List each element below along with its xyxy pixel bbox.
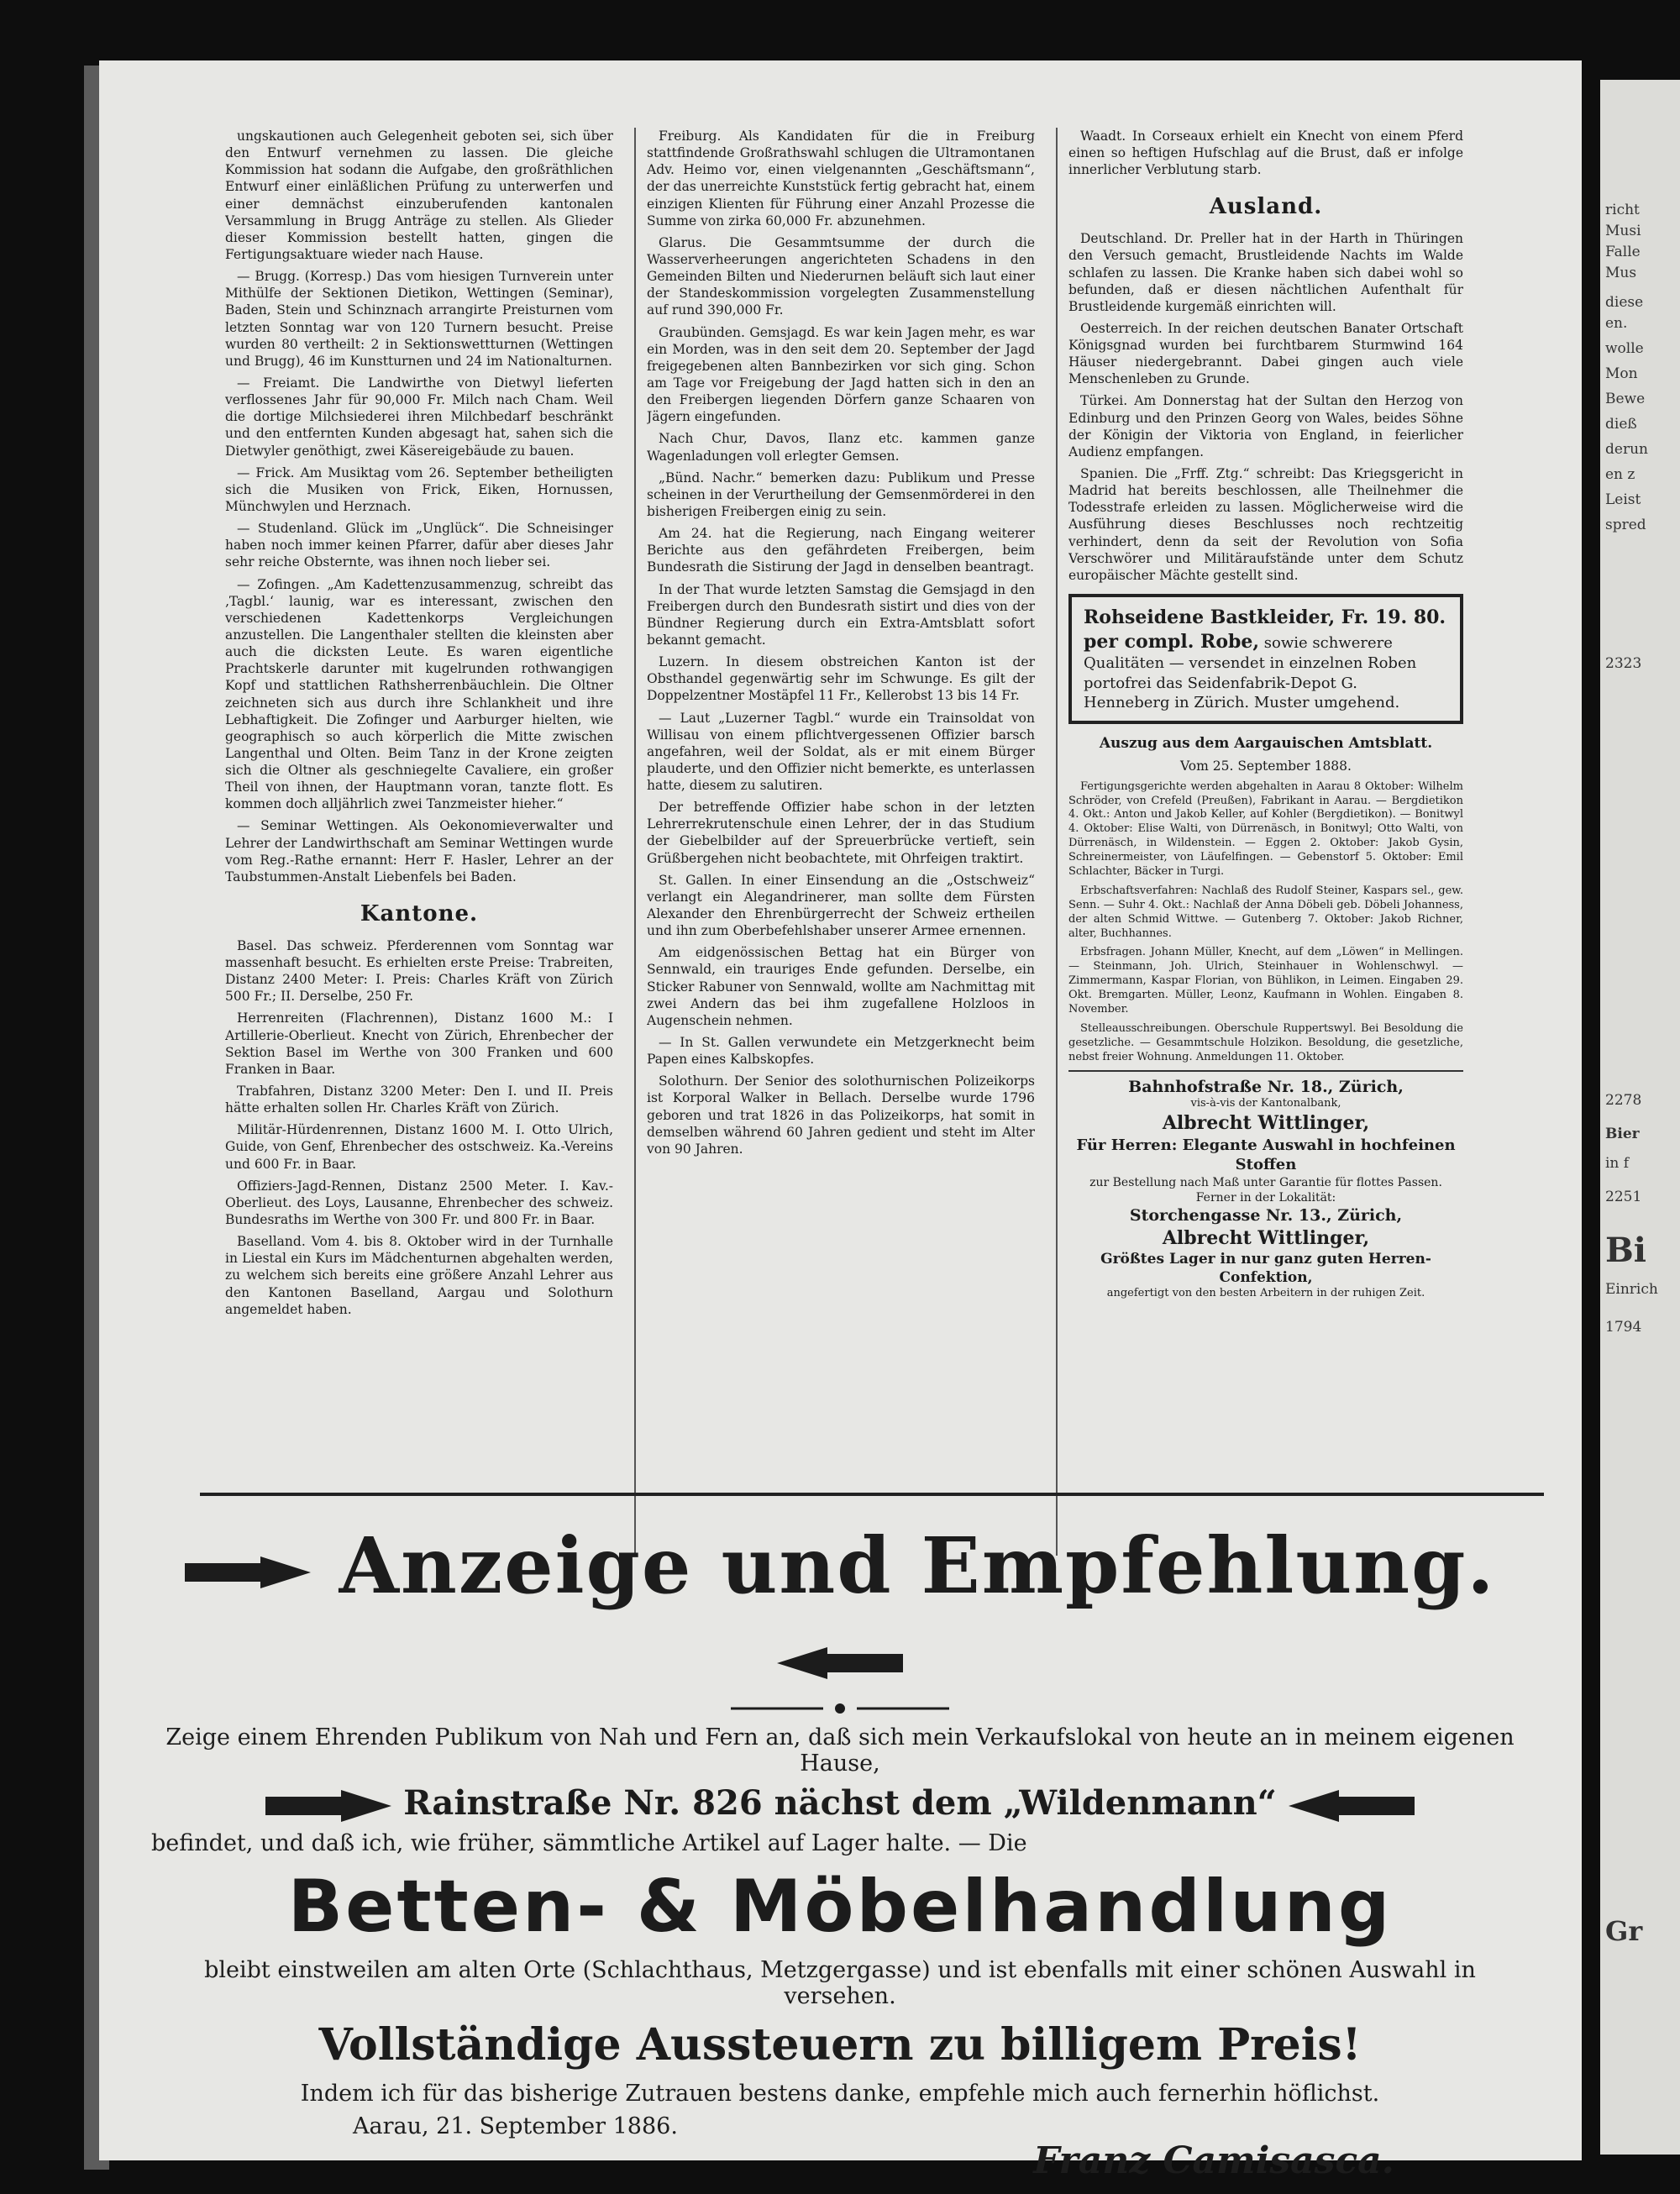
edge-fragment: Bier <box>1605 1126 1640 1142</box>
edge-fragment: spred <box>1605 517 1646 533</box>
article-paragraph: — Freiamt. Die Landwirthe von Dietwyl lieferten verflossenes Jahr für 90,000 Fr. Milch nach Cham. Weil die dortige Milchsiederei ihren Milchbedarf beschränkt und den entfernten Kunden abgesagt hat, sahen sich die Dietwyler genöthigt, zwei Käsereigebäude zu bauen. <box>225 375 613 459</box>
article-paragraph: Türkei. Am Donnerstag hat der Sultan den Herzog von Edinburg und den Prinzen Georg von Wales, beides Söhne der Königin der Viktoria von England, in feierlicher Audienz empfangen. <box>1068 393 1463 459</box>
edge-fragment: Mus <box>1605 265 1637 281</box>
article-paragraph: Basel. Das schweiz. Pferderennen vom Sonntag war massenhaft besucht. Es erhielten erste Preise: Trabreiten, Distanz 2400 Meter: I. Preis: Charles Kräft von Zürich 500 Fr.; II. Derselbe, 250 Fr. <box>225 937 613 1005</box>
article-paragraph: Deutschland. Dr. Preller hat in der Harth in Thüringen den Versuch gemacht, Brustleidende Nachts im Walde schlafen zu lassen. Die Kranke haben sich dabei wohl so befunden, daß er diesen nächtlichen Aufenthalt für Brustleidende kurgemäß einrichten will. <box>1068 231 1463 314</box>
article-paragraph: Trabfahren, Distanz 3200 Meter: Den I. und II. Preis hätte erhalten sollen Hr. Charles Kräft von Zürich. <box>225 1083 613 1116</box>
article-paragraph: Der betreffende Offizier habe schon in der letzten Lehrerrekrutenschule einen Lehrer, der in das Studium der Giebelbilder auf der Spreuerbrücke vertieft, sein Grüßbergehen nicht beobachtete, mit Ohrfeigen traktirt. <box>647 800 1035 866</box>
edge-fragment: en. <box>1605 315 1628 332</box>
silk-dress-advertisement <box>1068 594 1463 724</box>
article-paragraph: — In St. Gallen verwundete ein Metzgerknecht beim Papen eines Kalbskopfes. <box>647 1035 1035 1068</box>
article-paragraph: Am 24. hat die Regierung, nach Eingang weiterer Berichte aus den gefährdeten Freibergen, beim Bundesrath die Sistirung der Jagd in denselben beantragt. <box>647 526 1035 575</box>
article-paragraph: ungskautionen auch Gelegenheit geboten sei, sich über den Entwurf vernehmen zu lassen. Die gleiche Kommission hat sodann die Aufgabe, den großräthlichen Entwurf einer einläßlichen Prüfung zu unterwerfen und einer demnächst einzuberufenden kantonalen Versammlung in Brugg Anträge zu stellen. Als Glieder dieser Kommission bestellt hatten, gingen die Fertigungsaktuare wieder nach Hause. <box>225 129 613 262</box>
ad-address: Bahnhofstraße Nr. 18., Zürich, <box>1128 1077 1404 1096</box>
edge-fragment: 2323 <box>1605 655 1642 672</box>
article-paragraph: Waadt. In Corseaux erhielt ein Knecht von einem Pferd einen so heftigen Hufschlag auf die Brust, daß er infolge innerlicher Verblutung starb. <box>1068 129 1463 178</box>
section-heading-kantone: Kantone. <box>360 901 479 927</box>
pointing-hand-icon <box>265 1788 391 1824</box>
amtsblatt-paragraph: Fertigungsgerichte werden abgehalten in Aarau 8 Oktober: Wilhelm Schröder, von Crefeld (Preußen), Fabrikant in Aarau. — Bergdietikon 4. Okt.: Anton und Jakob Keller, auf Kohler (Bergdietikon). — Bonitwyl 4. Oktober: Elise Walti, von Dürrenäsch, in Bonitwyl; Otto Walti, von Dürrenäsch, in Wildenstein. — Eggen 2. Oktober: Jakob Gysin, Schreinermeister, von Läufelfingen. — Gebenstorf 5. Oktober: Emil Schlachter, Bäcker in Turgi. <box>1068 779 1463 878</box>
article-paragraph: Nach Chur, Davos, Ilanz etc. kammen ganze Wagenladungen voll erlegter Gemsen. <box>647 431 1035 464</box>
ad-text: Für Herren: Elegante Auswahl in hochfeinen Stoffen <box>1076 1136 1456 1174</box>
ad-title-text: Anzeige und Empfehlung. <box>339 1520 1496 1611</box>
amtsblatt-paragraph: Stelleausschreibungen. Oberschule Ruppertswyl. Bei Besoldung die gesetzliche. — Gesammtschule Holzikon. Besoldung, die gesetzliche, nebst freier Wohnung. Anmeldungen 11. Oktober. <box>1068 1021 1463 1063</box>
pointing-hand-icon <box>185 1555 311 1590</box>
column-3 <box>1068 128 1463 1547</box>
pointing-hand-icon <box>1289 1788 1415 1824</box>
ad-text: bleibt einstweilen am alten Orte (Schlachthaus, Metzgergasse) und ist ebenfalls mit einer schönen Auswahl in versehen. <box>204 1957 1476 2009</box>
section-heading-ausland: Ausland. <box>1209 194 1323 220</box>
ad-name: Albrecht Wittlinger, <box>1162 1226 1370 1249</box>
article-paragraph: — Studenland. Glück im „Unglück“. Die Schneisinger haben noch immer keinen Pfarrer, dafür aber dieses Jahr sehr reiche Obsternte, was ihnen noch lieber sei. <box>225 521 613 570</box>
ad-address-text: Rainstraße Nr. 826 nächst dem „Wildenmann“ <box>403 1783 1277 1823</box>
amtsblatt-paragraph: Erbsfragen. Johann Müller, Knecht, auf dem „Löwen“ in Mellingen. — Steinmann, Joh. Ulrich, Steinhauer in Wohlenschwyl. — Zimmermann, Kaspar Florian, von Bühlikon, in Leimen. Eingaben 29. Okt. Bremgarten. Müller, Leonz, Kaufmann in Wohlen. Eingaben 8. November. <box>1068 946 1463 1016</box>
article-paragraph: Am eidgenössischen Bettag hat ein Bürger von Sennwald, ein trauriges Ende gefunden. Derselbe, ein Sticker Rabuner von Sennwald, wollte am Nachmittag mit zwei Andern das bei ihm zugefallene Holzloos in Augenschein nehmen. <box>647 945 1035 1028</box>
ad-address <box>151 1783 1529 1824</box>
ad-text: sowie schwerere Qualitäten — versendet in einzelnen Roben portofrei das Seidenfabrik-Depot G. Henneberg in Zürich. Muster umgehend. <box>1084 633 1417 711</box>
edge-fragment: Bi <box>1605 1231 1647 1270</box>
article-paragraph: Luzern. In diesem obstreichen Kanton ist der Obsthandel gegenwärtig sehr im Schwunge. Es gilt der Doppelzentner Mostäpfel 11 Fr., Kellerobst 13 bis 14 Fr. <box>647 654 1035 704</box>
edge-fragment: Musi <box>1605 223 1641 239</box>
edge-fragment: en z <box>1605 466 1635 483</box>
article-paragraph: „Bünd. Nachr.“ bemerken dazu: Publikum und Presse scheinen in der Verurtheilung der Gemsenmörderei in den bisherigen Freibergen einig zu sein. <box>647 470 1035 519</box>
amtsblatt-date: Vom 25. September 1888. <box>1180 758 1352 774</box>
amtsblatt-heading: Auszug aus dem Aargauischen Amtsblatt. <box>1099 735 1433 753</box>
edge-fragment: Bewe <box>1605 391 1646 407</box>
ad-text: vis-à-vis der Kantonalbank, <box>1190 1097 1341 1110</box>
ad-text: Zeige einem Ehrenden Publikum von Nah und Fern an, daß sich mein Verkaufslokal von heute an in meinem eigenen Hause, <box>165 1724 1515 1777</box>
article-paragraph: Herrenreiten (Flachrennen), Distanz 1600 M.: I Artillerie-Oberlieut. Knecht von Zürich, Ehrenbecher der Sektion Basel im Werthe von 300 Franken und 600 Franken in Baar. <box>225 1010 613 1077</box>
ad-address: Storchengasse Nr. 13., Zürich, <box>1129 1205 1403 1225</box>
article-paragraph: — Laut „Luzerner Tagbl.“ wurde ein Trainsoldat von Willisau von einem pflichtvergessenen Offizier barsch angefahren, weil der Soldat, als er mit einem Bürger plauderte, und den Offizier nicht bemerkte, es unterlassen hatte, diesem zu salutiren. <box>647 710 1035 794</box>
article-paragraph: St. Gallen. In einer Einsendung an die „Ostschweiz“ verlangt ein Alegandrinerer, man sollte dem Fürsten Alexander den Ehrenbürgerrecht der Schweiz ertheilen und ihn zum Oberbefehlshaber unserer Armee ernennen. <box>647 872 1035 939</box>
edge-fragment: derun <box>1605 441 1648 458</box>
ad-text: Größtes Lager in nur ganz guten Herren-Confektion, <box>1100 1251 1431 1287</box>
article-paragraph: Solothurn. Der Senior des solothurnischen Polizeikorps ist Korporal Walker in Bellach. Derselbe wurde 1796 geboren und trat 1826 in das Polizeikorps, hat somit in demselben während 60 Jahren gedient und steht im Alter von 90 Jahren. <box>647 1073 1035 1157</box>
article-paragraph: In der That wurde letzten Samstag die Gemsjagd in den Freibergen durch den Bundesrath sistirt und dies von der Bündner Regierung durch ein Extra-Amtsblatt sofort bekannt gemacht. <box>647 581 1035 648</box>
column-divider <box>1056 128 1058 1556</box>
article-paragraph: — Seminar Wettingen. Als Oekonomieverwalter und Lehrer der Landwirthschaft am Seminar Wettingen wurde vom Reg.-Rathe ernannt: Herr F. Hasler, Lehrer an der Taubstummen-Anstalt Liebenfels bei Baden. <box>225 818 613 884</box>
article-paragraph: — Zofingen. „Am Kadettenzusammenzug, schreibt das ‚Tagbl.‘ launig, war es interessant, zwischen den verschiedenen Kadettenkorps Vergleichungen anzustellen. Die Langenthaler stellten die kleinsten aber auch die dicksten Leute. Es waren eigentliche Prachtskerle darunter mit kugelrunden rothwangigen Kopf und stattlichen Rathsherrenbäuchlein. Die Oltner zeichneten sich aus durch ihre Schlankheit und ihre Lebhaftigkeit. Die Zofinger und Aarburger hielten, wie geographisch so auch körperlich die Mitte zwischen Langenthal und Olten. Beim Tanz in der Krone zeigten sich die Oltner als geschniegelte Cavaliere, ein großer Theil von ihnen, der Hauptmann voran, tanzte flott. Es kommen doch alljährlich zwei Tanzmeister hieher.“ <box>225 576 613 812</box>
article-paragraph: Graubünden. Gemsjagd. Es war kein Jagen mehr, es war ein Morden, was in den seit dem 20. September der Jagd freigegebenen alten Bannbezirken vor sich ging. Schon am Tage vor Freigebung der Jagd hatten sich in den an den Freibergen liegenden Dörfern ganze Schaaren von Jägern eingefunden. <box>647 324 1035 425</box>
edge-fragment: 1794 <box>1605 1319 1642 1336</box>
article-paragraph: Offiziers-Jagd-Rennen, Distanz 2500 Meter. I. Kav.-Oberlieut. des Loys, Lausanne, Ehrenbecher des schweiz. Bundesraths im Werthe von 300 Fr. und 800 Fr. in Baar. <box>225 1178 613 1227</box>
edge-fragment: wolle <box>1605 340 1644 357</box>
adjacent-page-edge <box>1600 80 1680 2155</box>
ad-name: Albrecht Wittlinger, <box>1162 1112 1370 1135</box>
amtsblatt-paragraph: Erbschaftsverfahren: Nachlaß des Rudolf Steiner, Kaspars sel., gew. Senn. — Suhr 4. Okt.: Nachlaß der Anna Döbeli geb. Döbeli Johanness, der alten Schmid Wittwe. — Gutenberg 7. Oktober: Jakob Richner, alter, Buchhannes. <box>1068 884 1463 940</box>
ad-text: zur Bestellung nach Maß unter Garantie für flottes Passen. <box>1089 1175 1442 1189</box>
pointing-hand-icon <box>777 1646 903 1681</box>
edge-fragment: in f <box>1605 1155 1630 1172</box>
edge-fragment: 2251 <box>1605 1189 1642 1205</box>
ornament-divider <box>731 1703 949 1714</box>
ad-text: angefertigt von den besten Arbeitern in der ruhigen Zeit. <box>1106 1287 1425 1300</box>
edge-fragment: Gr <box>1605 1915 1643 1947</box>
ad-text: Ferner in der Lokalität: <box>1195 1190 1336 1205</box>
column-divider <box>634 128 636 1556</box>
article-paragraph: — Frick. Am Musiktag vom 26. September betheiligten sich die Musiken von Frick, Eiken, Hornussen, Münchwylen und Herznach. <box>225 465 613 514</box>
ad-signature: Franz Camisasca. <box>1033 2139 1394 2182</box>
edge-fragment: dieß <box>1605 416 1637 433</box>
article-paragraph: Glarus. Die Gesammtsumme der durch die Wasserverheerungen angerichteten Schadens in den Gemeinden Bilten und Niederurnen beläuft sich laut einer der Standeskommission vorgelegten Zusammenstellung auf rund 390,000 Fr. <box>647 234 1035 318</box>
edge-fragment: Mon <box>1605 365 1638 382</box>
ad-date: Aarau, 21. September 1886. <box>353 2113 678 2139</box>
edge-fragment: diese <box>1605 294 1644 311</box>
edge-fragment: Einrich <box>1605 1281 1658 1298</box>
wittlinger-advertisement <box>1068 1070 1463 1302</box>
ad-headline: Rohseidene Bastkleider, Fr. 19. 80. per compl. Robe, <box>1084 606 1446 653</box>
column-2 <box>647 128 1035 1547</box>
horizontal-rule <box>200 1493 1544 1496</box>
article-paragraph: Spanien. Die „Frff. Ztg.“ schreibt: Das Kriegsgericht in Madrid hat bereits beschlossen, alle Theilnehmer die Todesstrafe erleiden zu lassen. Möglicherweise wird die Ausführung dieses Beschlusses noch rechtzeitig verhindert, denn da seit der Revolution von Sofia Verschwörer und Militäraufstände unter dem Schutz europäischer Mächte gestellt sind. <box>1068 466 1463 583</box>
ad-slogan: Vollständige Aussteuern zu billigem Preis! <box>318 2019 1362 2071</box>
edge-fragment: Falle <box>1605 244 1641 260</box>
ad-title <box>151 1520 1529 1702</box>
ad-text: Indem ich für das bisherige Zutrauen bestens danke, empfehle mich auch fernerhin höflichst. <box>300 2081 1380 2107</box>
edge-fragment: richt <box>1605 202 1640 218</box>
article-paragraph: — Brugg. (Korresp.) Das vom hiesigen Turnverein unter Mithülfe der Sektionen Dietikon, Wettingen (Seminar), Baden, Stein und Schinznach arrangirte Preisturnen vom letzten Sonntag war von 120 Turnern besucht. Preise wurden 80 vertheilt: 2 in Sektionswettturnen (Wettingen und Brugg), 46 im Kunstturnen und 24 im Nationalturnen. <box>225 269 613 369</box>
article-paragraph: Oesterreich. In der reichen deutschen Banater Ortschaft Königsgnad wurden bei furchtbarem Sturmwind 164 Häuser niedergebrannt. Dabei gingen auch viele Menschenleben zu Grunde. <box>1068 320 1463 387</box>
ad-business-name: Betten- & Möbelhandlung <box>287 1865 1393 1949</box>
edge-fragment: Leist <box>1605 491 1641 508</box>
furniture-advertisement <box>151 1504 1529 2182</box>
article-paragraph: Freiburg. Als Kandidaten für die in Freiburg stattfindende Großrathswahl schlugen die Ultramontanen Adv. Heimo vor, einen vielgenannten „Geschäftsmann“, der das unerreichte Kunststück fertig gebracht hat, einem einzigen Klienten für Führung einer Anzahl Prozesse die Summe von zirka 60,000 Fr. abzunehmen. <box>647 129 1035 228</box>
ad-text: befindet, und daß ich, wie früher, sämmtliche Artikel auf Lager halte. — Die <box>151 1830 1027 1856</box>
article-paragraph: Militär-Hürdenrennen, Distanz 1600 M. I. Otto Ulrich, Guide, von Genf, Ehrenbecher des ostschweiz. Ka.-Vereins und 600 Fr. in Baar. <box>225 1122 613 1172</box>
article-paragraph: Baselland. Vom 4. bis 8. Oktober wird in der Turnhalle in Liestal ein Kurs im Mädchenturnen abgehalten werden, zu welchem sich bereits eine größere Anzahl Lehrer aus den Kantonen Baselland, Aargau und Solothurn angemeldet haben. <box>225 1234 613 1317</box>
edge-fragment: 2278 <box>1605 1092 1642 1109</box>
column-1 <box>225 128 613 1547</box>
